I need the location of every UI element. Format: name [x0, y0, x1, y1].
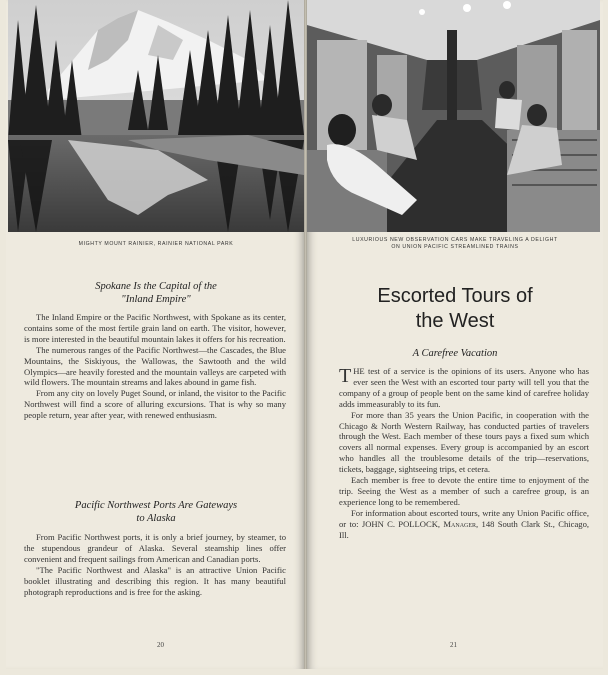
- page-number: 20: [157, 641, 164, 649]
- caption-line: LUXURIOUS NEW OBSERVATION CARS MAKE TRAVELING A DELIGHT: [352, 237, 558, 243]
- alaska-section-text: [24, 532, 286, 597]
- observation-car-photo: [307, 0, 600, 232]
- heading-line: Pacific Northwest Ports Are Gateways: [74, 500, 238, 511]
- paragraph: The numerous ranges of the Pacific Northwest—the Cascades, the Blue Mountains, the Siskiyous, the Wallowas, the Sawtooth and the wild Olympics—are heavily forested and the mountain valleys are carpeted with wild flowers. The mountain streams and lakes abound in game fish.: [24, 344, 286, 388]
- paragraph: For more than 35 years the Union Pacific, in cooperation with the Chicago & North Western Railway, has conducted parties of travelers through the West. Each member of these tours pays a fixed sum which covers all normal expenses. Every group is accompanied by an escort who handles all the troublesome details of the trip—reservations, tickets, baggage, sightseeing trips, et cetera.: [339, 409, 589, 475]
- contact-address: 148 South Clark St., Chicago, Ill.: [339, 518, 590, 540]
- right-page: [307, 0, 603, 669]
- paragraph: From any city on lovely Puget Sound, or inland, the visitor to the Pacific Northwest will find a score of alluring excursions. That is why so many people return, year after year, with renewed enthusiasm.: [24, 388, 286, 421]
- paragraph-text: For information about escorted tours, write any Union Pacific office, or to:: [339, 507, 589, 529]
- observation-car-illustration: [307, 0, 600, 232]
- heading-line: to Alaska: [136, 513, 176, 524]
- contact-name: JOHN C. POLLOCK,: [361, 518, 441, 529]
- mount-rainier-illustration: [8, 0, 304, 232]
- left-page: [6, 0, 304, 669]
- heading-line: "Inland Empire": [121, 294, 191, 305]
- paragraph: "The Pacific Northwest and Alaska" is an attractive Union Pacific booklet illustrating and describing this region. It has many beautiful photograph reproductions and is free for the asking.: [24, 564, 286, 597]
- photo-caption: [317, 237, 593, 251]
- title-line: Escorted Tours of: [377, 285, 533, 307]
- paragraph: From Pacific Northwest ports, it is only a brief journey, by steamer, to the stupendous grandeur of Alaska. Several steamship lines offer convenient and frequent sailings from American and Canadian ports.: [24, 532, 286, 564]
- heading-line: Spokane Is the Capital of the: [95, 281, 217, 292]
- caption-line: ON UNION PACIFIC STREAMLINED TRAINS: [391, 244, 519, 250]
- title-line: the West: [415, 310, 495, 332]
- section-heading-spokane: [26, 280, 286, 306]
- spokane-section-text: [24, 312, 286, 421]
- subtitle: A Carefree Vacation: [412, 348, 498, 359]
- mount-rainier-photo: [8, 0, 304, 232]
- paragraph: Each member is free to devote the entire time to enjoyment of the trip. Seeing the West as a member of such a carefree group, is an experience long to be remembered.: [339, 475, 589, 507]
- contact-title: Manager,: [443, 518, 479, 529]
- page-title: [327, 284, 583, 334]
- section-heading-alaska: [26, 499, 286, 525]
- paragraph: [339, 508, 589, 541]
- escorted-tours-text: [339, 366, 589, 541]
- page-number: 21: [450, 641, 457, 649]
- photo-caption: MIGHTY MOUNT RAINIER, RAINIER NATIONAL PARK: [78, 241, 234, 247]
- paragraph-text: HE test of a service is the opinions of its users. Anyone who has ever seen the West with an escorted tour party will tell you that the company of a group of people bent on the same kind of carefree holiday adds immeasurably to its fun.: [339, 366, 589, 409]
- paragraph: [339, 366, 589, 410]
- paragraph: The Inland Empire or the Pacific Northwest, with Spokane as its center, contains some of the most fertile grain land on earth. The visitor, however, is more interested in the beautiful mountain lakes it offers for his recreation.: [24, 312, 286, 344]
- drop-cap: T: [339, 365, 352, 387]
